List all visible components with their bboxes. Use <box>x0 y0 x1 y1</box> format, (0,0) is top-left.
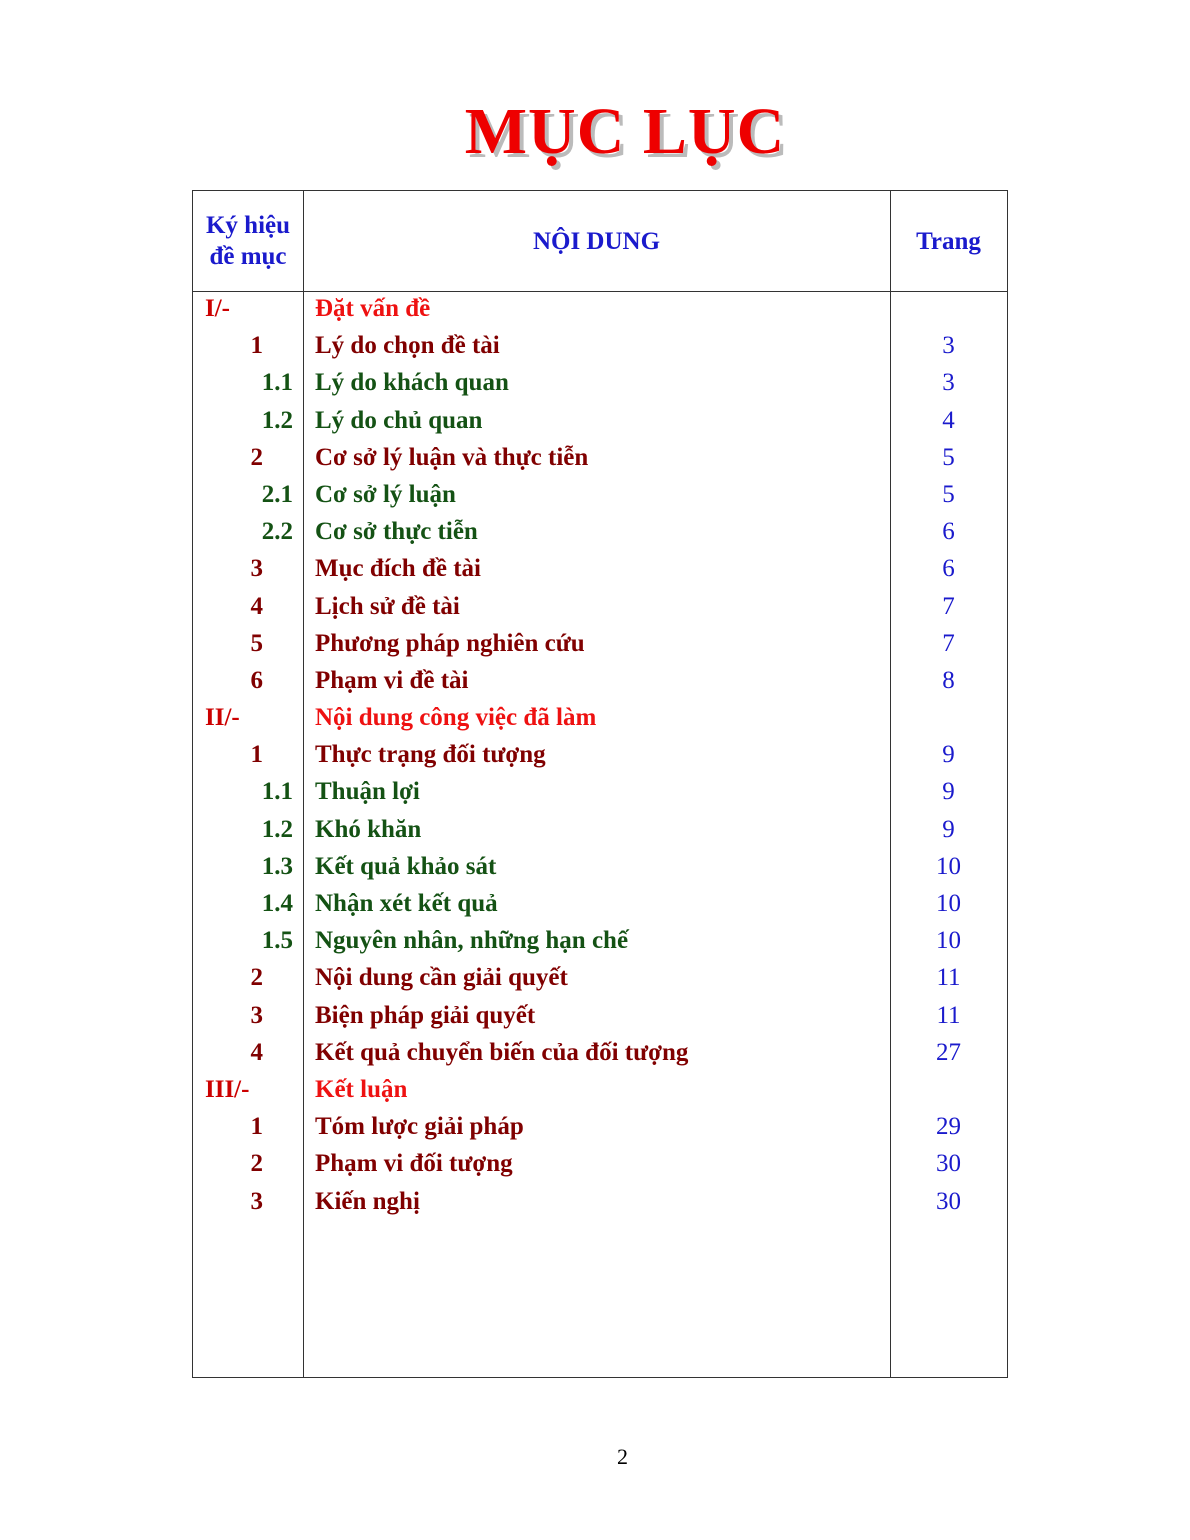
toc-row-code: I/- <box>205 295 230 322</box>
header-code: Ký hiệu đề mục <box>205 212 291 270</box>
toc-row <box>193 1186 1007 1223</box>
toc-row-content: Kết quả khảo sát <box>315 852 497 880</box>
toc-row <box>193 516 1007 553</box>
toc-row-code: 2 <box>250 1150 263 1178</box>
toc-row-page: 10 <box>936 927 961 955</box>
toc-row-content: Nội dung cần giải quyết <box>315 964 568 992</box>
toc-row-content: Khó khăn <box>315 815 422 843</box>
toc-row-page: 29 <box>936 1113 961 1141</box>
toc-row <box>193 1148 1007 1185</box>
toc-row <box>193 479 1007 516</box>
toc-row-page: 10 <box>936 852 961 880</box>
toc-row-page: 6 <box>942 518 955 546</box>
toc-row <box>193 1037 1007 1074</box>
toc-row-code: 1.2 <box>261 815 293 843</box>
toc-row-page: 6 <box>942 555 955 583</box>
toc-row-page: 11 <box>936 1001 961 1029</box>
toc-row-code: 1.5 <box>261 927 293 955</box>
toc-row-content: Mục đích đề tài <box>315 555 481 583</box>
toc-row-content: Lý do khách quan <box>315 369 509 397</box>
toc-row-code: 1 <box>250 741 263 769</box>
toc-row-code: 2 <box>250 443 263 471</box>
toc-row-page: 10 <box>936 890 961 917</box>
toc-row-page: 7 <box>942 629 955 657</box>
toc-row-content: Biện pháp giải quyết <box>315 1001 536 1029</box>
toc-row-code: III/- <box>205 1075 250 1103</box>
toc-row-content: Nguyên nhân, những hạn chế <box>315 927 629 955</box>
toc-row-page: 11 <box>936 964 961 992</box>
toc-row <box>193 665 1007 702</box>
page-title: MỤC LỤC <box>464 95 786 168</box>
toc-row-content: Thuận lợi <box>315 778 420 806</box>
toc-row-code: 3 <box>250 1001 263 1029</box>
toc-row-code: 2.2 <box>261 518 293 546</box>
toc-row-page: 5 <box>942 480 955 508</box>
toc-row <box>193 1074 1007 1111</box>
toc-row <box>193 553 1007 590</box>
toc-row-page: 7 <box>942 592 955 620</box>
toc-row <box>193 851 1007 888</box>
toc-row-code: 4 <box>250 592 263 620</box>
toc-row <box>193 293 1007 330</box>
toc-row <box>193 1000 1007 1037</box>
toc-row-page: 27 <box>936 1038 961 1066</box>
toc-row <box>193 702 1007 739</box>
header-page: Trang <box>916 227 981 255</box>
toc-row-content: Kiến nghị <box>315 1187 420 1215</box>
toc-row-code: 6 <box>250 666 263 694</box>
toc-row-code: 1.4 <box>261 890 293 917</box>
toc-row-page: 9 <box>942 815 955 843</box>
toc-row-code: 3 <box>250 1187 263 1215</box>
header-divider <box>193 291 1007 292</box>
toc-row <box>193 888 1007 925</box>
toc-row-page: 30 <box>936 1187 961 1215</box>
page-number: 2 <box>617 1444 628 1469</box>
toc-row-page: 9 <box>942 778 955 806</box>
toc-row-content: Cơ sở lý luận và thực tiễn <box>315 443 589 471</box>
toc-row-content: Đặt vấn đề <box>315 295 431 322</box>
toc-row-content: Tóm lược giải pháp <box>315 1113 524 1141</box>
toc-row-page: 5 <box>942 443 955 471</box>
toc-rows <box>193 293 1007 1223</box>
toc-row-code: 1 <box>250 1113 263 1141</box>
toc-row <box>193 1111 1007 1148</box>
toc-row-content: Phạm vi đề tài <box>315 666 469 694</box>
toc-row-code: 2.1 <box>261 480 293 508</box>
toc-row <box>193 628 1007 665</box>
toc-row-content: Phạm vi đối tượng <box>315 1150 513 1178</box>
toc-row-page: 8 <box>942 666 955 694</box>
toc-row <box>193 591 1007 628</box>
toc-row-code: 1.1 <box>261 778 293 806</box>
toc-row-content: Lịch sử đề tài <box>315 592 460 620</box>
toc-row <box>193 814 1007 851</box>
toc-row-content: Thực trạng đối tượng <box>315 741 546 769</box>
toc-row-content: Nhận xét kết quả <box>315 890 498 917</box>
toc-row-code: 1.2 <box>261 406 293 434</box>
toc-row-content: Lý do chủ quan <box>315 406 483 434</box>
toc-row-content: Cơ sở thực tiễn <box>315 518 478 546</box>
toc-row-page: 4 <box>942 406 955 434</box>
toc-row <box>193 330 1007 367</box>
toc-row-code: 1.1 <box>261 369 293 397</box>
header-content: NỘI DUNG <box>532 227 661 255</box>
toc-row-page: 3 <box>942 332 955 360</box>
toc-row <box>193 739 1007 776</box>
toc-row-content: Nội dung công việc đã làm <box>315 704 597 732</box>
toc-row-code: 1 <box>250 332 263 360</box>
toc-row <box>193 405 1007 442</box>
toc-row <box>193 962 1007 999</box>
toc-row-code: 2 <box>250 964 263 992</box>
toc-table <box>192 190 1008 1378</box>
toc-row-code: 1.3 <box>261 852 293 880</box>
toc-row-page: 30 <box>936 1150 961 1178</box>
toc-row-content: Cơ sở lý luận <box>315 480 456 508</box>
toc-row-code: II/- <box>205 704 240 732</box>
toc-row <box>193 442 1007 479</box>
toc-row-code: 3 <box>250 555 263 583</box>
toc-row <box>193 367 1007 404</box>
toc-row-content: Kết quả chuyển biến của đối tượng <box>315 1038 689 1066</box>
toc-row <box>193 925 1007 962</box>
toc-row-page: 3 <box>942 369 955 397</box>
toc-row-code: 4 <box>250 1038 263 1066</box>
toc-row-content: Kết luận <box>315 1075 408 1103</box>
toc-row-content: Phương pháp nghiên cứu <box>315 629 585 657</box>
toc-row-content: Lý do chọn đề tài <box>315 332 500 360</box>
toc-row <box>193 776 1007 813</box>
toc-row-page: 9 <box>942 741 955 769</box>
toc-row-code: 5 <box>250 629 263 657</box>
